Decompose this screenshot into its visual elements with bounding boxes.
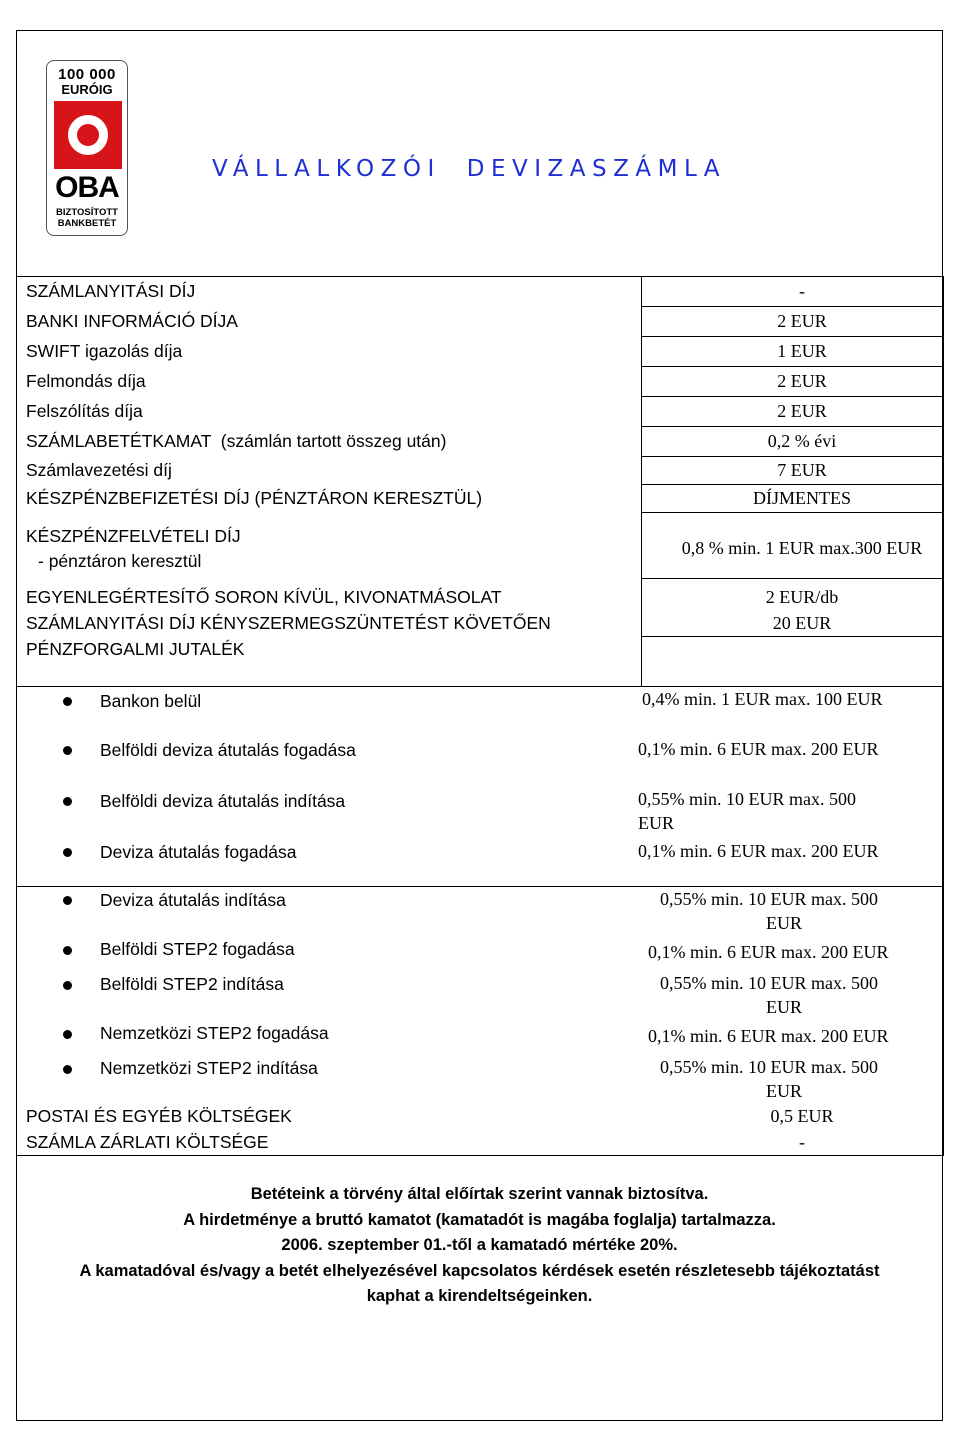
fee-label: KÉSZPÉNZBEFIZETÉSI DÍJ (PÉNZTÁRON KERESZTÜL) [26, 488, 483, 508]
commission-label: Nemzetközi STEP2 indítása [100, 1058, 318, 1078]
bullet-icon [63, 746, 72, 755]
row-line [641, 336, 944, 337]
fee-label: Felmondás díja [26, 371, 146, 391]
commission-value: 0,1% min. 6 EUR max. 200 EUR [638, 841, 879, 861]
logo-top-text [47, 67, 127, 97]
logo-bottom-text [47, 207, 127, 229]
fee-value: 2 EUR [777, 371, 827, 391]
row-line [641, 426, 944, 427]
bullet-icon [63, 697, 72, 706]
fee-label: KÉSZPÉNZFELVÉTELI DÍJ [26, 526, 241, 546]
commission-value: 0,1% min. 6 EUR max. 200 EUR [638, 739, 879, 759]
footer-line: kaphat a kirendeltségeinken. [366, 1287, 593, 1306]
bullet-icon [63, 797, 72, 806]
fee-value: 20 EUR [772, 613, 832, 633]
commission-label: Nemzetközi STEP2 fogadása [100, 1023, 329, 1043]
bullet-icon [63, 1030, 72, 1039]
commission-label: Deviza átutalás fogadása [100, 842, 297, 862]
commission-value-cont: EUR [766, 1081, 802, 1101]
commission-label: Belföldi deviza átutalás indítása [100, 791, 346, 811]
fee-value: - [799, 281, 805, 301]
table-border-left [16, 276, 17, 1156]
commission-value-cont: EUR [766, 997, 802, 1017]
fee-label: SZÁMLANYITÁSI DÍJ [26, 281, 196, 301]
bullet-icon [63, 848, 72, 857]
commission-label: Belföldi STEP2 fogadása [100, 939, 295, 959]
fee-label: SZÁMLABETÉTKAMAT (számlán tartott összeg után) [26, 431, 447, 451]
fee-label: Számlavezetési díj [26, 460, 172, 480]
fee-label: Felszólítás díja [26, 401, 143, 421]
footer-line: Betéteink a törvény által előírtak szerint vannak biztosítva. [250, 1185, 709, 1203]
commission-value-cont: EUR [766, 913, 802, 933]
logo-currency: EURÓIG [61, 82, 113, 97]
row-line [641, 306, 944, 307]
fee-value: 7 EUR [777, 460, 827, 480]
logo-amount: 100 000 [58, 66, 116, 83]
cost-label: SZÁMLA ZÁRLATI KÖLTSÉGE [26, 1132, 269, 1152]
fee-value: 0,2 % évi [767, 431, 837, 451]
title-word-1: VÁLLALKOZÓI [212, 156, 441, 182]
commission-value: 0,1% min. 6 EUR max. 200 EUR [648, 942, 889, 962]
table-border-top [16, 276, 944, 277]
commission-value: 0,4% min. 1 EUR max. 100 EUR [642, 689, 883, 709]
row-line [641, 396, 944, 397]
commission-value: 0,55% min. 10 EUR max. 500 [660, 1057, 878, 1077]
footer-line: 2006. szeptember 01.-től a kamatadó mértéke 20%. [281, 1236, 678, 1255]
logo-brand: OBA [55, 171, 119, 204]
row-line [641, 578, 944, 579]
commission-label: Belföldi deviza átutalás fogadása [100, 740, 356, 760]
cost-label: POSTAI ÉS EGYÉB KÖLTSÉGEK [26, 1106, 292, 1126]
commission-label: Bankon belül [100, 691, 202, 711]
logo-ring-icon [68, 115, 108, 155]
fee-label: SWIFT igazolás díja [26, 341, 183, 361]
bullet-icon [63, 946, 72, 955]
fee-value: DÍJMENTES [753, 488, 851, 508]
fee-label: BANKI INFORMÁCIÓ DÍJA [26, 311, 238, 331]
cost-value: 0,5 EUR [770, 1106, 834, 1126]
row-line [641, 366, 944, 367]
fee-label: PÉNZFORGALMI JUTALÉK [26, 639, 245, 659]
fee-value: 1 EUR [777, 341, 827, 361]
commission-value: 0,55% min. 10 EUR max. 500 [660, 973, 878, 993]
footer-line: A kamatadóval és/vagy a betét elhelyezésével kapcsolatos kérdések esetén részletesebb tájékoztatást [79, 1261, 880, 1280]
logo-red-square [54, 101, 122, 169]
row-line [641, 484, 944, 485]
bullet-icon [63, 1065, 72, 1074]
title-word-2: DEVIZASZÁMLA [466, 156, 727, 182]
commission-value: 0,55% min. 10 EUR max. 500 [638, 789, 856, 809]
fee-value: 0,8 % min. 1 EUR max.300 EUR [681, 538, 923, 558]
logo-insured: BIZTOSÍTOTT [56, 207, 118, 218]
commission-value: 0,55% min. 10 EUR max. 500 [660, 889, 878, 909]
commission-label: Belföldi STEP2 indítása [100, 974, 284, 994]
bullet-icon [63, 981, 72, 990]
oba-logo [46, 60, 128, 236]
commission-value-cont: EUR [638, 813, 674, 833]
row-line [641, 636, 944, 637]
fee-value: 2 EUR/db [765, 587, 839, 607]
fee-label: SZÁMLANYITÁSI DÍJ KÉNYSZERMEGSZÜNTETÉST KÖVETŐEN [26, 613, 551, 633]
table-border-bottom [16, 1155, 944, 1156]
table-column-divider [641, 276, 642, 686]
commission-value: 0,1% min. 6 EUR max. 200 EUR [648, 1026, 889, 1046]
row-line [641, 512, 944, 513]
fee-sublabel: - pénztáron keresztül [38, 551, 202, 571]
fee-label: EGYENLEGÉRTESÍTŐ SORON KÍVÜL, KIVONATMÁSOLAT [26, 587, 502, 607]
logo-deposit: BANKBETÉT [57, 218, 117, 229]
commission-label: Deviza átutalás indítása [100, 890, 286, 910]
footer-line: A hirdetménye a bruttó kamatot (kamatadót is magába foglalja) tartalmazza. [183, 1210, 776, 1229]
fee-value: 2 EUR [777, 311, 827, 331]
cost-value: - [799, 1132, 805, 1152]
row-line [641, 456, 944, 457]
bullet-icon [63, 896, 72, 905]
fee-table [16, 276, 944, 1156]
fee-value: 2 EUR [777, 401, 827, 421]
page-title [212, 156, 812, 182]
footer-notice [16, 1182, 943, 1310]
